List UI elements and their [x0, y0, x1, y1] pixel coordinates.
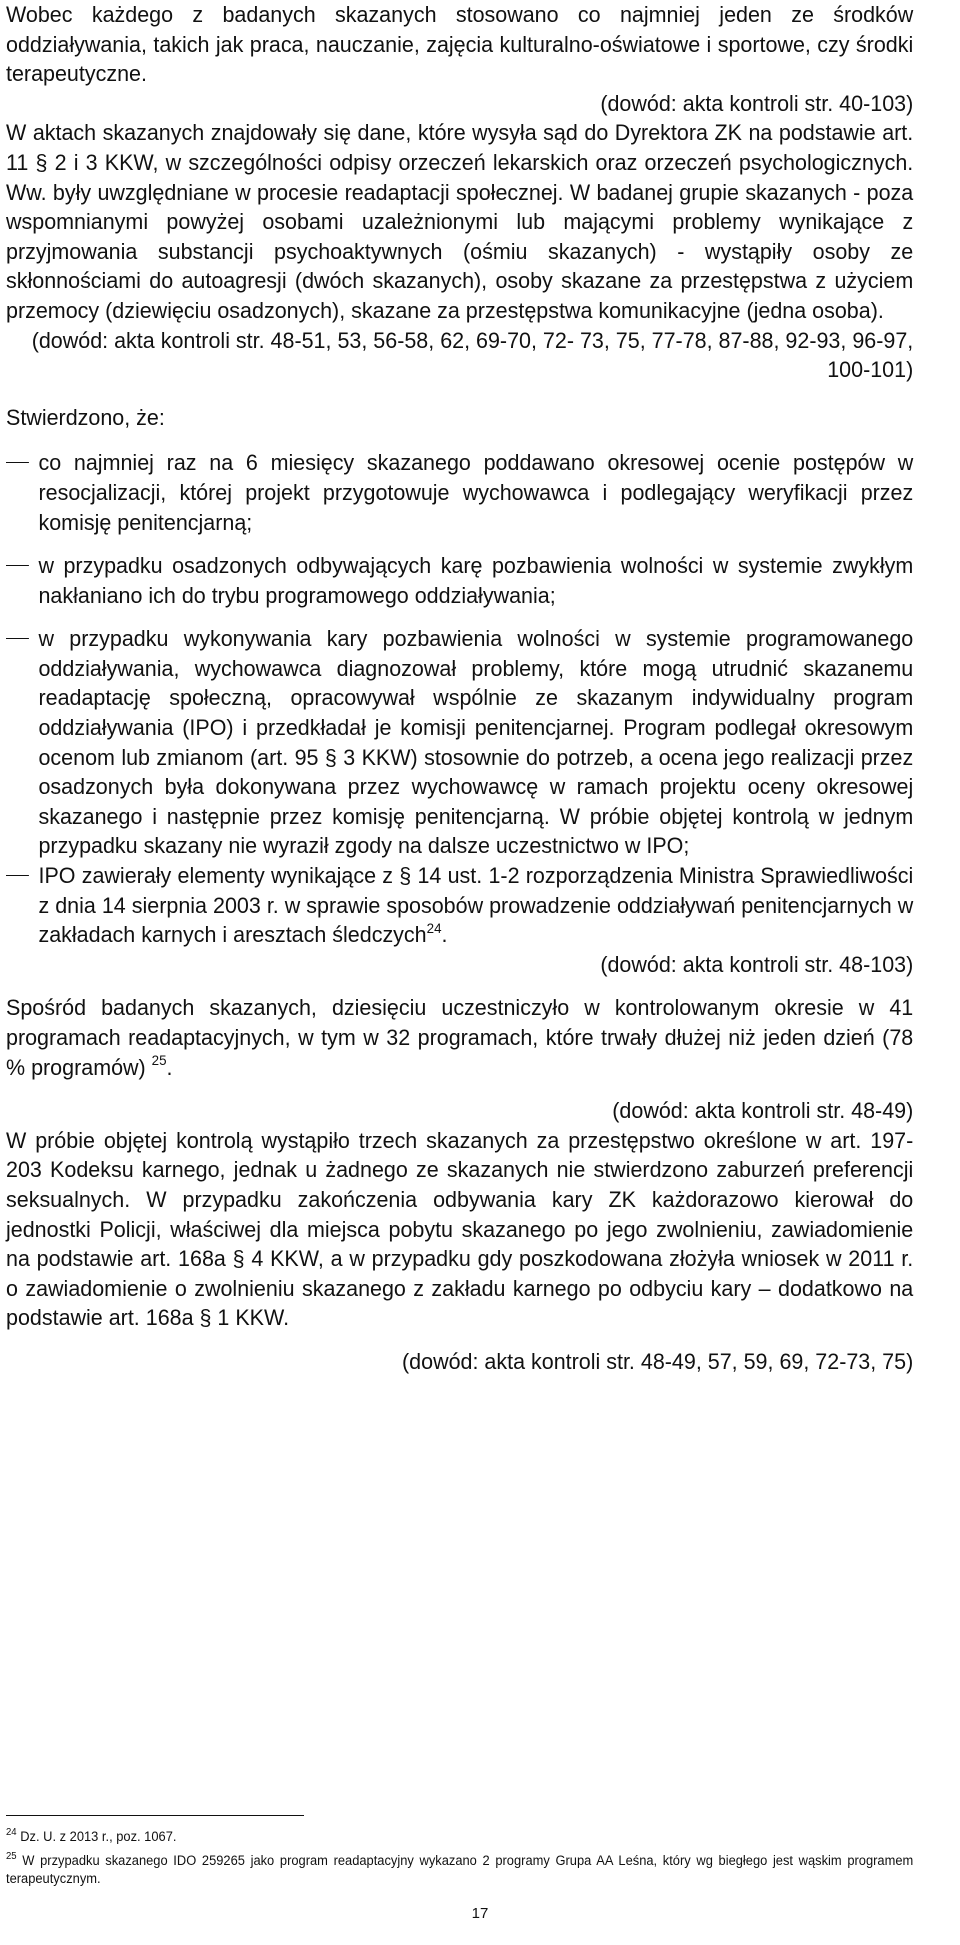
finding-text: w przypadku osadzonych odbywających karę pozbawienia wolności w systemie zwykłym nakłaniano ich do trybu programowego oddziaływania; [38, 553, 914, 608]
finding-text: w przypadku wykonywania kary pozbawienia wolności w systemie programowanego oddziaływania, wychowawca diagnozował problemy, które mogą utrudnić skazanemu readaptację społeczną, opracowywał wspólnie ze skazanym indywidualny program oddziaływania (IPO) i przedkładał je komisji penitencjarnej. Program podlegał okresowym ocenom lub zmianom (art. 95 § 3 KKW) stosownie do potrzeb, a ocena jego realizacji przez osadzonych była dokonywana przez wychowawcę w ramach projektu oceny okresowej skazanego i następnie przez komisję penitencjarną. W próbie objętej kontrolą w jednym przypadku skazany nie wyraził zgody na dalsze uczestnictwo w IPO; [38, 626, 914, 859]
paragraph-programs-text: Spośród badanych skazanych, dziesięciu uczestniczyło w kontrolowanym okresie w 41 programach readaptacyjnych, w tym w 32 programach, które trwały dłużej niż jeden dzień (78 % programów) [6, 995, 914, 1080]
finding-text: IPO zawierały elementy wynikające z § 14 ust. 1-2 rozporządzenia Ministra Sprawiedliwości z dnia 14 sierpnia 2003 r. w sprawie sposobów prowadzenie oddziaływań penitencjarnych w zakładach karnych i aresztach śledczych [38, 863, 914, 948]
footnotes [6, 1828, 913, 1895]
paragraph-measures: Wobec każdego z badanych skazanych stosowano co najmniej jeden ze środków oddziaływania, takich jak praca, nauczanie, zajęcia kulturalno-oświatowe i sportowe, czy środki terapeutyczne. [6, 2, 914, 87]
paragraph-programs-end: . [166, 1054, 173, 1080]
finding-text-end: . [441, 922, 448, 948]
footnote-25 [6, 1852, 913, 1888]
paragraph-sexual-offences: W próbie objętej kontrolą wystąpiło trzech skazanych za przestępstwo określone w art. 197-203 Kodeksu karnego, jednak u żadnego ze skazanych nie stwierdzono zaburzeń preferencji seksualnych. W przypadku zakończenia odbywania kary ZK każdorazowo kierował do jednostki Policji, właściwej dla miejsca pobytu skazanego po jego zwolnieniu, zawiadomienie na podstawie art. 168a § 4 KKW, a w przypadku gdy poszkodowana złożyła wniosek w 2011 r. o zawiadomienie o zwolnieniu skazanego z zakładu karnego po odbyciu kary – dodatkowo na podstawie art. 168a § 1 KKW. [6, 1127, 914, 1331]
paragraph-programs [6, 993, 913, 1082]
finding-item [6, 861, 913, 950]
dash-bullet-icon [6, 462, 29, 463]
evidence-reference: (dowód: akta kontroli str. 48-49) [612, 1098, 914, 1124]
evidence-reference: (dowód: akta kontroli str. 48-103) [600, 951, 914, 977]
evidence-reference: (dowód: akta kontroli str. 48-51, 53, 56-58, 62, 69-70, 72- 73, 75, 77-78, 87-88, 92-93, 96-97, 100-101) [31, 327, 914, 383]
dash-bullet-icon [6, 638, 29, 639]
footnote-ref: 25 [151, 1052, 167, 1069]
finding-item [6, 448, 913, 537]
evidence-reference: (dowód: akta kontroli str. 48-49, 57, 59, 69, 72-73, 75) [402, 1348, 914, 1374]
footnote-number: 24 [6, 1826, 17, 1838]
footnote-number: 25 [6, 1850, 17, 1862]
findings-lead: Stwierdzono, że: [6, 404, 165, 430]
footnote-text: Dz. U. z 2013 r., poz. 1067. [20, 1829, 177, 1844]
evidence-reference: (dowód: akta kontroli str. 40-103) [600, 90, 914, 116]
body-text [6, 0, 913, 1377]
dash-bullet-icon [6, 875, 29, 876]
page-number: 17 [471, 1905, 489, 1922]
footnote-24 [6, 1828, 913, 1846]
footnote-separator [6, 1815, 304, 1816]
dash-bullet-icon [6, 565, 29, 566]
finding-text: co najmniej raz na 6 miesięcy skazanego poddawano okresowej ocenie postępów w resocjalizacji, której projekt przygotowuje wychowawca i podlegający weryfikacji przez komisję penitencjarną; [38, 450, 914, 535]
paragraph-court-data: W aktach skazanych znajdowały się dane, które wysyła sąd do Dyrektora ZK na podstawie art. 11 § 2 i 3 KKW, w szczególności odpisy orzeczeń lekarskich oraz orzeczeń psychologicznych. Ww. były uwzględniane w procesie readaptacji społecznej. W badanej grupie skazanych - poza wspomnianymi powyżej osobami uzależnionymi lub mającymi problemy wynikające z przyjmowania substancji psychoaktywnych (ośmiu skazanych) - wystąpiły osoby ze skłonnościami do autoagresji (dwóch skazanych), osoby skazane za przestępstwa z użyciem przemocy (dziewięciu osadzonych), skazane za przestępstwa komunikacyjne (jedna osoba). [6, 120, 914, 323]
footnote-text: W przypadku skazanego IDO 259265 jako program readaptacyjny wykazano 2 programy Grupa AA Leśna, który wg biegłego jest wąskim programem terapeutycznym. [6, 1853, 914, 1887]
finding-item [6, 551, 913, 610]
footnote-ref: 24 [426, 919, 442, 936]
finding-item [6, 624, 913, 861]
